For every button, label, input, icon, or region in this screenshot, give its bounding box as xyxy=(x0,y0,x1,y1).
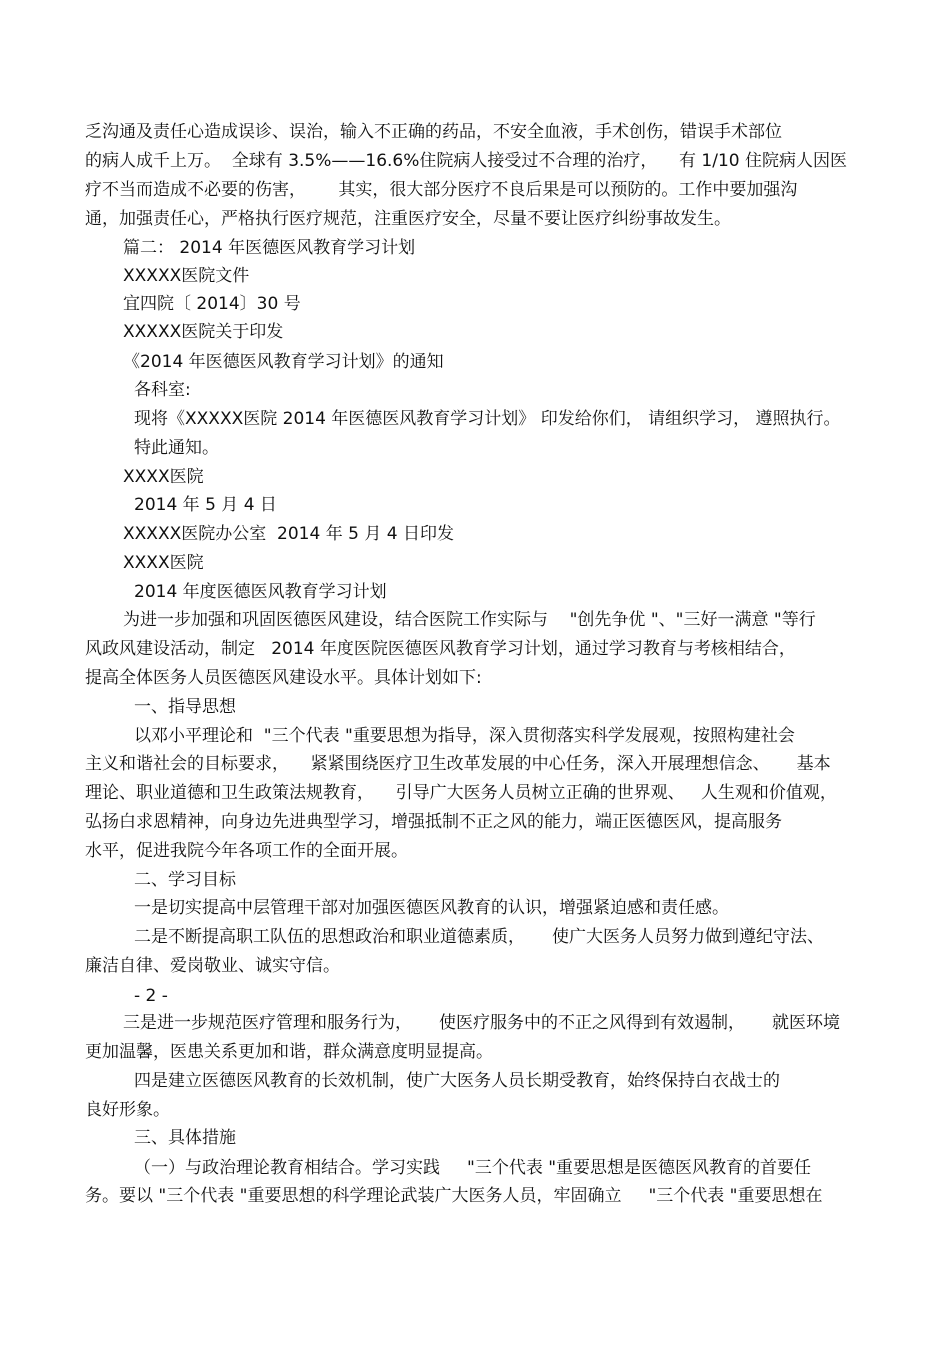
section-heading: 一、指导思想 xyxy=(134,697,236,717)
document-number: 宜四院〔 2014〕30 号 xyxy=(123,294,301,314)
section-heading: 篇二： 2014 年医德医风教育学习计划 xyxy=(123,238,416,258)
text-line: 弘扬白求恩精神，向身边先进典型学习，增强抵制不正之风的能力，端正医德医风，提高服务 xyxy=(85,812,782,832)
issued-by-line: XXXXX医院办公室 2014 年 5 月 4 日印发 xyxy=(123,524,454,544)
notice-title: XXXXX医院关于印发 xyxy=(123,322,284,342)
text-line: 廉洁自律、爱岗敬业、诚实守信。 xyxy=(85,956,340,976)
text-line: 为进一步加强和巩固医德医风建设，结合医院工作实际与 "创先争优 "、"三好一满意 "等行 xyxy=(123,610,816,630)
notice-title: 《2014 年医德医风教育学习计划》的通知 xyxy=(123,352,444,372)
text-line: 风政风建设活动，制定 2014 年度医院医德医风教育学习计划，通过学习教育与考核相结合， xyxy=(85,639,796,659)
text-line: 二是不断提高职工队伍的思想政治和职业道德素质， 使广大医务人员努力做到遵纪守法、 xyxy=(134,927,825,947)
text-line: 乏沟通及责任心造成误诊、误治，输入不正确的药品，不安全血液，手术创伤，错误手术部位 xyxy=(85,122,782,142)
text-line: 的病人成千上万。 全球有 3.5%——16.6%住院病人接受过不合理的治疗， 有 1/10 住院病人因医 xyxy=(85,151,848,171)
text-line: 通，加强责任心，严格执行医疗规范，注重医疗安全，尽量不要让医疗纠纷事故发生。 xyxy=(85,209,731,229)
text-line: 主义和谐社会的目标要求， 紧紧围绕医疗卫生改革发展的中心任务，深入开展理想信念、 基本 xyxy=(85,754,831,774)
issuer: XXXX医院 xyxy=(123,467,204,487)
text-line: 以邓小平理论和 "三个代表 "重要思想为指导，深入贯彻落实科学发展观，按照构建社会 xyxy=(134,726,795,746)
text-line: 务。要以 "三个代表 "重要思想的科学理论武装广大医务人员，牢固确立 "三个代表 "重要思想在 xyxy=(85,1186,823,1206)
page-number: - 2 - xyxy=(134,986,168,1006)
text-line: 现将《XXXXX医院 2014 年医德医风教育学习计划》 印发给你们， 请组织学习， 遵照执行。 xyxy=(134,409,841,429)
text-line: 提高全体医务人员医德医风建设水平。具体计划如下: xyxy=(85,668,482,688)
section-heading: 二、学习目标 xyxy=(134,870,236,890)
salutation: 各科室: xyxy=(134,380,191,400)
text-line: 一是切实提高中层管理干部对加强医德医风教育的认识，增强紧迫感和责任感。 xyxy=(134,898,729,918)
text-line: 水平，促进我院今年各项工作的全面开展。 xyxy=(85,841,408,861)
issue-date: 2014 年 5 月 4 日 xyxy=(134,495,277,515)
text-line: 更加温馨，医患关系更加和谐，群众满意度明显提高。 xyxy=(85,1042,493,1062)
text-line: 疗不当而造成不必要的伤害， 其实，很大部分医疗不良后果是可以预防的。工作中要加强沟 xyxy=(85,180,798,200)
text-line: 三是进一步规范医疗管理和服务行为， 使医疗服务中的不正之风得到有效遏制， 就医环境 xyxy=(123,1013,841,1033)
section-heading: 三、具体措施 xyxy=(134,1128,236,1148)
text-line: （一）与政治理论教育相结合。学习实践 "三个代表 "重要思想是医德医风教育的首要任 xyxy=(134,1158,812,1178)
text-line: 理论、职业道德和卫生政策法规教育， 引导广大医务人员树立正确的世界观、 人生观和价值观， xyxy=(85,783,837,803)
closing-text: 特此通知。 xyxy=(134,438,219,458)
document-header: XXXXX医院文件 xyxy=(123,266,250,286)
plan-title: 2014 年度医德医风教育学习计划 xyxy=(134,582,387,602)
text-line: 良好形象。 xyxy=(85,1100,170,1120)
text-line: 四是建立医德医风教育的长效机制，使广大医务人员长期受教育，始终保持白衣战士的 xyxy=(134,1071,780,1091)
issuer: XXXX医院 xyxy=(123,553,204,573)
